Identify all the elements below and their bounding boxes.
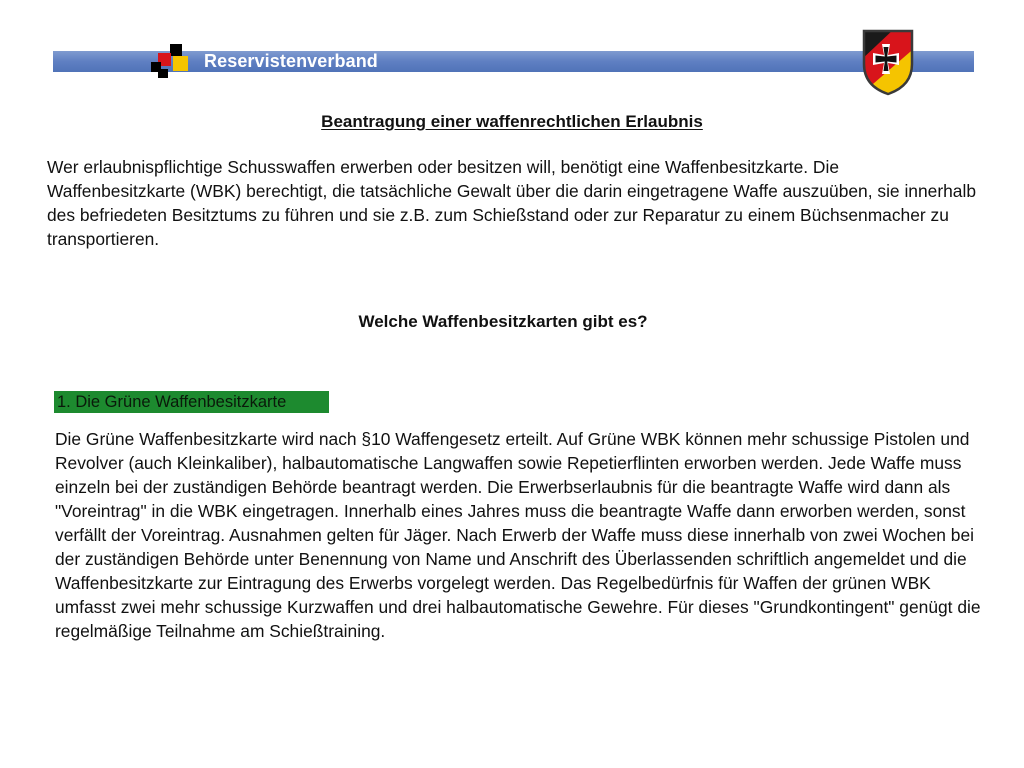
document-title: Beantragung einer waffenrechtlichen Erlaubnis bbox=[321, 112, 703, 131]
section-body-paragraph: Die Grüne Waffenbesitzkarte wird nach §10 Waffengesetz erteilt. Auf Grüne WBK können mehr schussige Pistolen und Revolver (auch Kleinkaliber), halbautomatische Langwaffen sowie Repetierflinten erworben werden. Jede Waffe muss einzeln bei der zuständigen Behörde beantragt werden. Die Erwerbserlaubnis für die beantragte Waffe wird dann als "Voreintrag" in die WBK eingetragen. Innerhalb eines Jahres muss die beantragte Waffe dann erworben werden, sonst verfällt der Voreintrag. Ausnahmen gelten für Jäger. Nach Erwerb der Waffe muss diese innerhalb von zwei Wochen bei der zuständigen Behörde unter Benennung von Name und Anschrift des Überlassenden schriftlich angemeldet und die Waffenbesitzkarte zur Eintragung des Erwerbs vorgelegt werden. Das Regelbedürfnis für Waffen der grünen WBK umfasst zwei mehr schussige Kurzwaffen und drei halbautomatische Gewehre. Für dieses "Grundkontingent" genügt die regelmäßige Teilnahme am Schießtraining. bbox=[55, 429, 981, 641]
iron-cross-shield-icon bbox=[859, 28, 917, 96]
section-heading-green-wbk: 1. Die Grüne Waffenbesitzkarte bbox=[54, 391, 329, 413]
brand-label: Reservistenverband bbox=[204, 51, 378, 71]
reservistenverband-logo-icon bbox=[150, 43, 190, 79]
section-question: Welche Waffenbesitzkarten gibt es? bbox=[358, 312, 648, 331]
intro-paragraph: Wer erlaubnispflichtige Schusswaffen erwerben oder besitzen will, benötigt eine Waffenbesitzkarte. Die Waffenbesitzkarte (WBK) berechtigt, die tatsächliche Gewalt über die darin eingetragene Waffe auszuüben, sie innerhalb des befriedeten Besitztums zu führen und sie z.B. zum Schießstand oder zur Reparatur zu einem Büchsenmacher zu transportieren. bbox=[47, 157, 976, 249]
header-bar bbox=[53, 51, 974, 72]
